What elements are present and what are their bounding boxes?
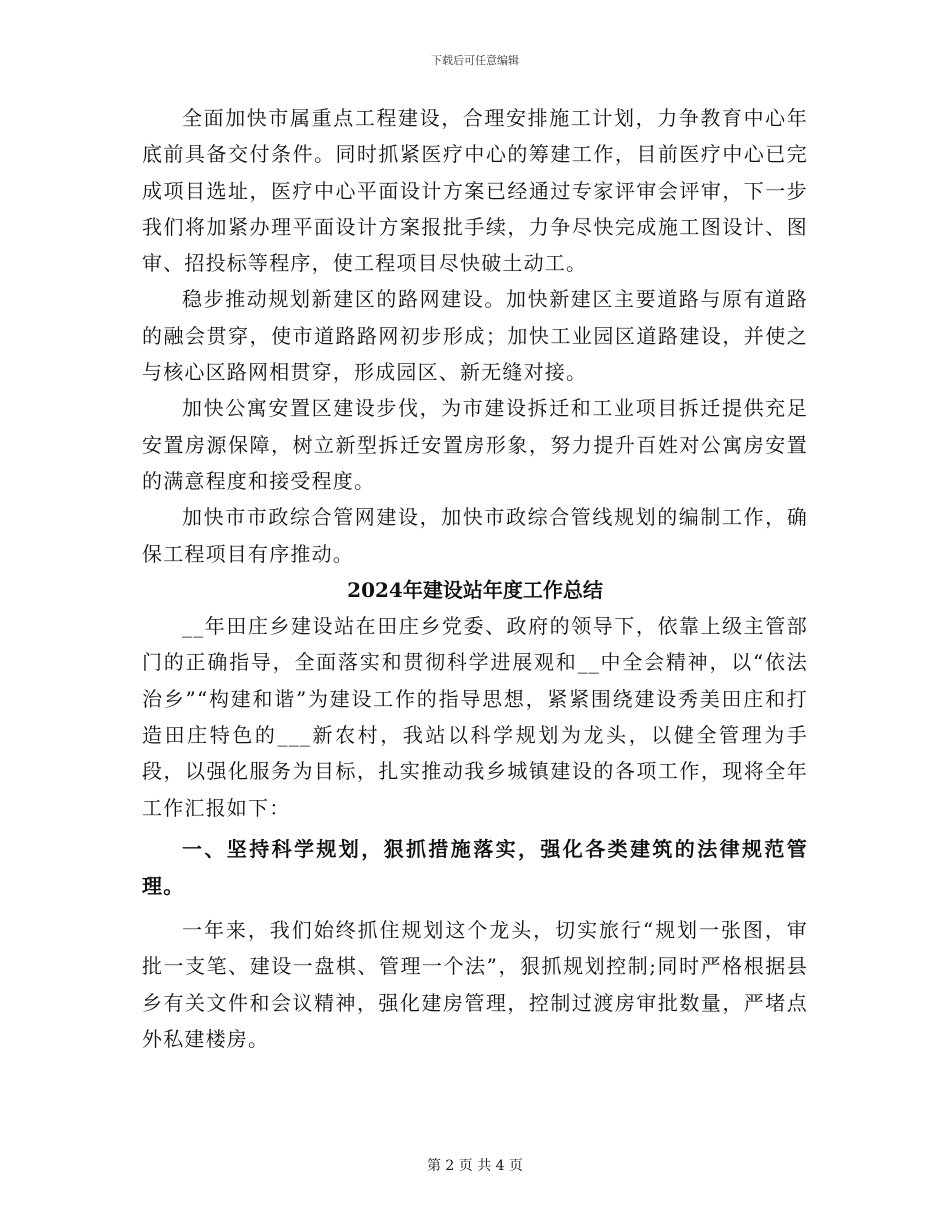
page-footer: 第 2 页 共 4 页 xyxy=(426,1158,524,1174)
document-title: 2024年建设站年度工作总结 xyxy=(347,577,603,602)
document-body xyxy=(142,100,808,1057)
paragraph-pipeline: 加快市市政综合管网建设，加快市政综合管线规划的编制工作，确保工程项目有序推动。 xyxy=(142,505,808,566)
paragraph-key-projects: 全面加快市属重点工程建设，合理安排施工计划，力争教育中心年底前具备交付条件。同时抓紧医疗中心的筹建工作，目前医疗中心已完成项目选址，医疗中心平面设计方案已经通过专家评审会评审，下一步我们将加紧办理平面设计方案报批手续，力争尽快完成施工图设计、图审、招投标等程序，使工程项目尽快破土动工。 xyxy=(142,106,808,276)
paragraph-road-network: 稳步推动规划新建区的路网建设。加快新建区主要道路与原有道路的融会贯穿，使市道路路网初步形成；加快工业园区道路建设，并使之与核心区路网相贯穿，形成园区、新无缝对接。 xyxy=(142,287,808,385)
paragraph-intro: __年田庄乡建设站在田庄乡党委、政府的领导下，依靠上级主管部门的正确指导，全面落实和贯彻科学进展观和__中全会精神，以“依法治乡”“构建和谐”为建设工作的指导思想，紧紧围绕建设秀美田庄和打造田庄特色的___新农村，我站以科学规划为龙头，以健全管理为手段，以强化服务为目标，扎实推动我乡城镇建设的各项工作，现将全年工作汇报如下： xyxy=(142,614,808,820)
section-heading-1: 一、坚持科学规划，狠抓措施落实，强化各类建筑的法律规范管理。 xyxy=(142,836,808,898)
paragraph-section-1: 一年来，我们始终抓住规划这个龙头，切实旅行“规划一张图，审批一支笔、建设一盘棋、管理一个法”，狠抓规划控制;同时严格根据县乡有关文件和会议精神，强化建房管理，控制过渡房审批数量，严堵点外私建楼房。 xyxy=(142,917,808,1051)
paragraph-resettlement: 加快公寓安置区建设步伐，为市建设拆迁和工业项目拆迁提供充足安置房源保障，树立新型拆迁安置房形象，努力提升百姓对公寓房安置的满意程度和接受程度。 xyxy=(142,396,808,493)
page-header: 下载后可任意编辑 xyxy=(431,54,519,67)
